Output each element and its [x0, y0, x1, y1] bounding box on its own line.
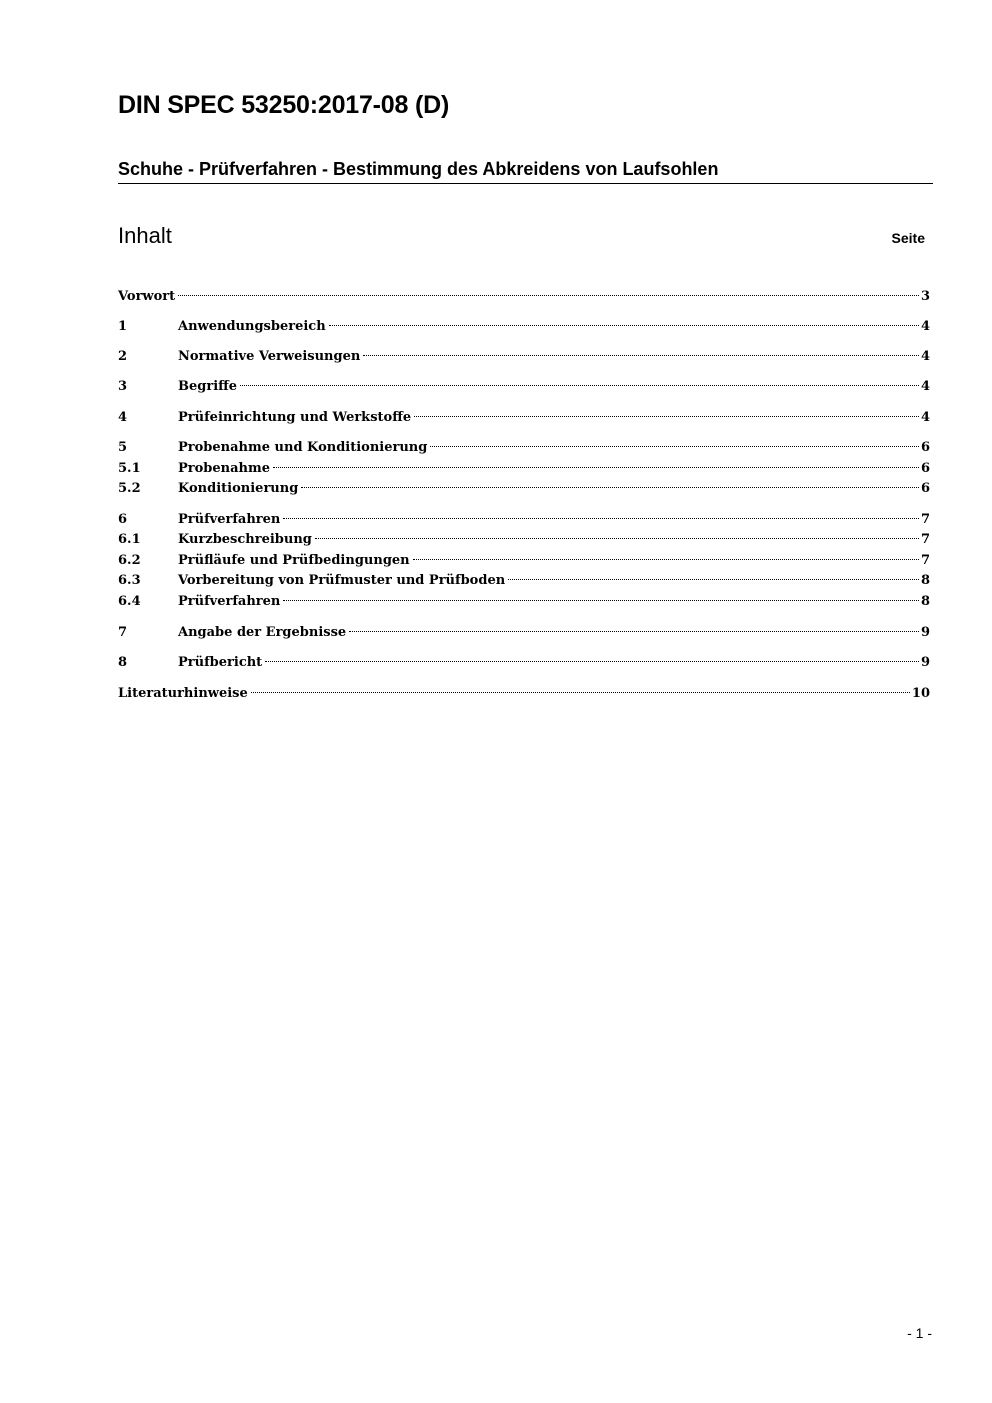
toc-dot-leader [265, 646, 921, 666]
toc-entry-page: 4 [920, 319, 930, 334]
toc-entry-6-3[interactable] [118, 564, 930, 588]
toc-entry-2[interactable] [118, 340, 930, 364]
document-subtitle: Schuhe - Prüfverfahren - Bestimmung des Abkreidens von Laufsohlen [118, 158, 933, 184]
toc-entry-vorwort[interactable] [118, 280, 930, 304]
toc-entry-number: 6.4 [118, 594, 141, 609]
toc-entry-number: 1 [118, 319, 128, 334]
toc-entry-4[interactable] [118, 401, 930, 425]
toc-dot-leader [273, 452, 921, 472]
toc-dot-leader [240, 370, 921, 390]
toc-entry-number: 5.1 [118, 461, 141, 476]
toc-entry-number: 7 [118, 625, 128, 640]
toc-entry-1[interactable] [118, 310, 930, 334]
toc-dot-leader [329, 310, 921, 330]
toc-entry-number: 6 [118, 512, 128, 527]
toc-entry-label: Vorwort [118, 289, 176, 304]
toc-entry-page: 9 [920, 625, 930, 640]
toc-entry-7[interactable] [118, 616, 930, 640]
toc-dot-leader [283, 585, 921, 605]
toc-entry-label: Prüfläufe und Prüfbedingungen [178, 553, 410, 568]
toc-entry-page: 7 [920, 532, 930, 547]
toc-entry-number: 3 [118, 379, 128, 394]
toc-entry-page: 8 [920, 573, 930, 588]
toc-dot-leader [508, 564, 921, 584]
toc-entry-6-4[interactable] [118, 585, 930, 609]
toc-entry-5[interactable] [118, 431, 930, 455]
toc-entry-label: Probenahme [178, 461, 271, 476]
toc-entry-label: Probenahme und Konditionierung [178, 440, 428, 455]
toc-entry-label: Anwendungsbereich [178, 319, 326, 334]
toc-dot-leader [251, 677, 912, 697]
toc-entry-5-2[interactable] [118, 472, 930, 496]
toc-entry-number: 8 [118, 655, 128, 670]
toc-entry-page: 4 [920, 379, 930, 394]
toc-entry-label: Normative Verweisungen [178, 349, 361, 364]
page-number: - 1 - [907, 1325, 932, 1341]
toc-entry-page: 6 [920, 440, 930, 455]
toc-entry-label: Vorbereitung von Prüfmuster und Prüfboden [178, 573, 506, 588]
document-title: DIN SPEC 53250:2017-08 (D) [118, 91, 450, 119]
toc-dot-leader [413, 544, 921, 564]
toc-dot-leader [315, 523, 921, 543]
toc-entry-6-2[interactable] [118, 544, 930, 568]
toc-entry-page: 6 [920, 461, 930, 476]
toc-entry-5-1[interactable] [118, 452, 930, 476]
toc-entry-page: 7 [920, 512, 930, 527]
toc-entry-6[interactable] [118, 503, 930, 527]
toc-entry-label: Prüfverfahren [178, 594, 281, 609]
toc-dot-leader [363, 340, 921, 360]
toc-entry-label: Literaturhinweise [118, 686, 248, 701]
toc-entry-page: 7 [920, 553, 930, 568]
toc-entry-label: Kurzbeschreibung [178, 532, 312, 547]
toc-entry-literaturhinweise[interactable] [118, 677, 930, 701]
toc-page-column-heading: Seite [891, 230, 925, 246]
toc-entry-number: 2 [118, 349, 128, 364]
toc-entry-number: 5 [118, 440, 128, 455]
toc-heading: Inhalt [118, 223, 172, 248]
toc-entry-page: 10 [911, 686, 930, 701]
toc-dot-leader [301, 472, 921, 492]
toc-entry-page: 4 [920, 349, 930, 364]
toc-entry-number: 6.1 [118, 532, 141, 547]
toc-entry-label: Prüfeinrichtung und Werkstoffe [178, 410, 412, 425]
toc-entry-label: Prüfbericht [178, 655, 263, 670]
toc-entry-8[interactable] [118, 646, 930, 670]
toc-entry-label: Begriffe [178, 379, 238, 394]
toc-entry-number: 6.2 [118, 553, 141, 568]
toc-entry-page: 4 [920, 410, 930, 425]
toc-entry-page: 6 [920, 481, 930, 496]
toc-dot-leader [430, 431, 921, 451]
toc-entry-number: 6.3 [118, 573, 141, 588]
toc-dot-leader [178, 280, 921, 300]
toc-entry-label: Angabe der Ergebnisse [178, 625, 347, 640]
toc-entry-number: 5.2 [118, 481, 141, 496]
toc-dot-leader [414, 401, 921, 421]
toc-entry-label: Konditionierung [178, 481, 299, 496]
toc-entry-number: 4 [118, 410, 128, 425]
toc-entry-3[interactable] [118, 370, 930, 394]
toc-entry-page: 8 [920, 594, 930, 609]
toc-entry-6-1[interactable] [118, 523, 930, 547]
toc-entry-page: 9 [920, 655, 930, 670]
toc-dot-leader [283, 503, 921, 523]
toc-dot-leader [349, 616, 921, 636]
toc-entry-label: Prüfverfahren [178, 512, 281, 527]
toc-entry-page: 3 [920, 289, 930, 304]
